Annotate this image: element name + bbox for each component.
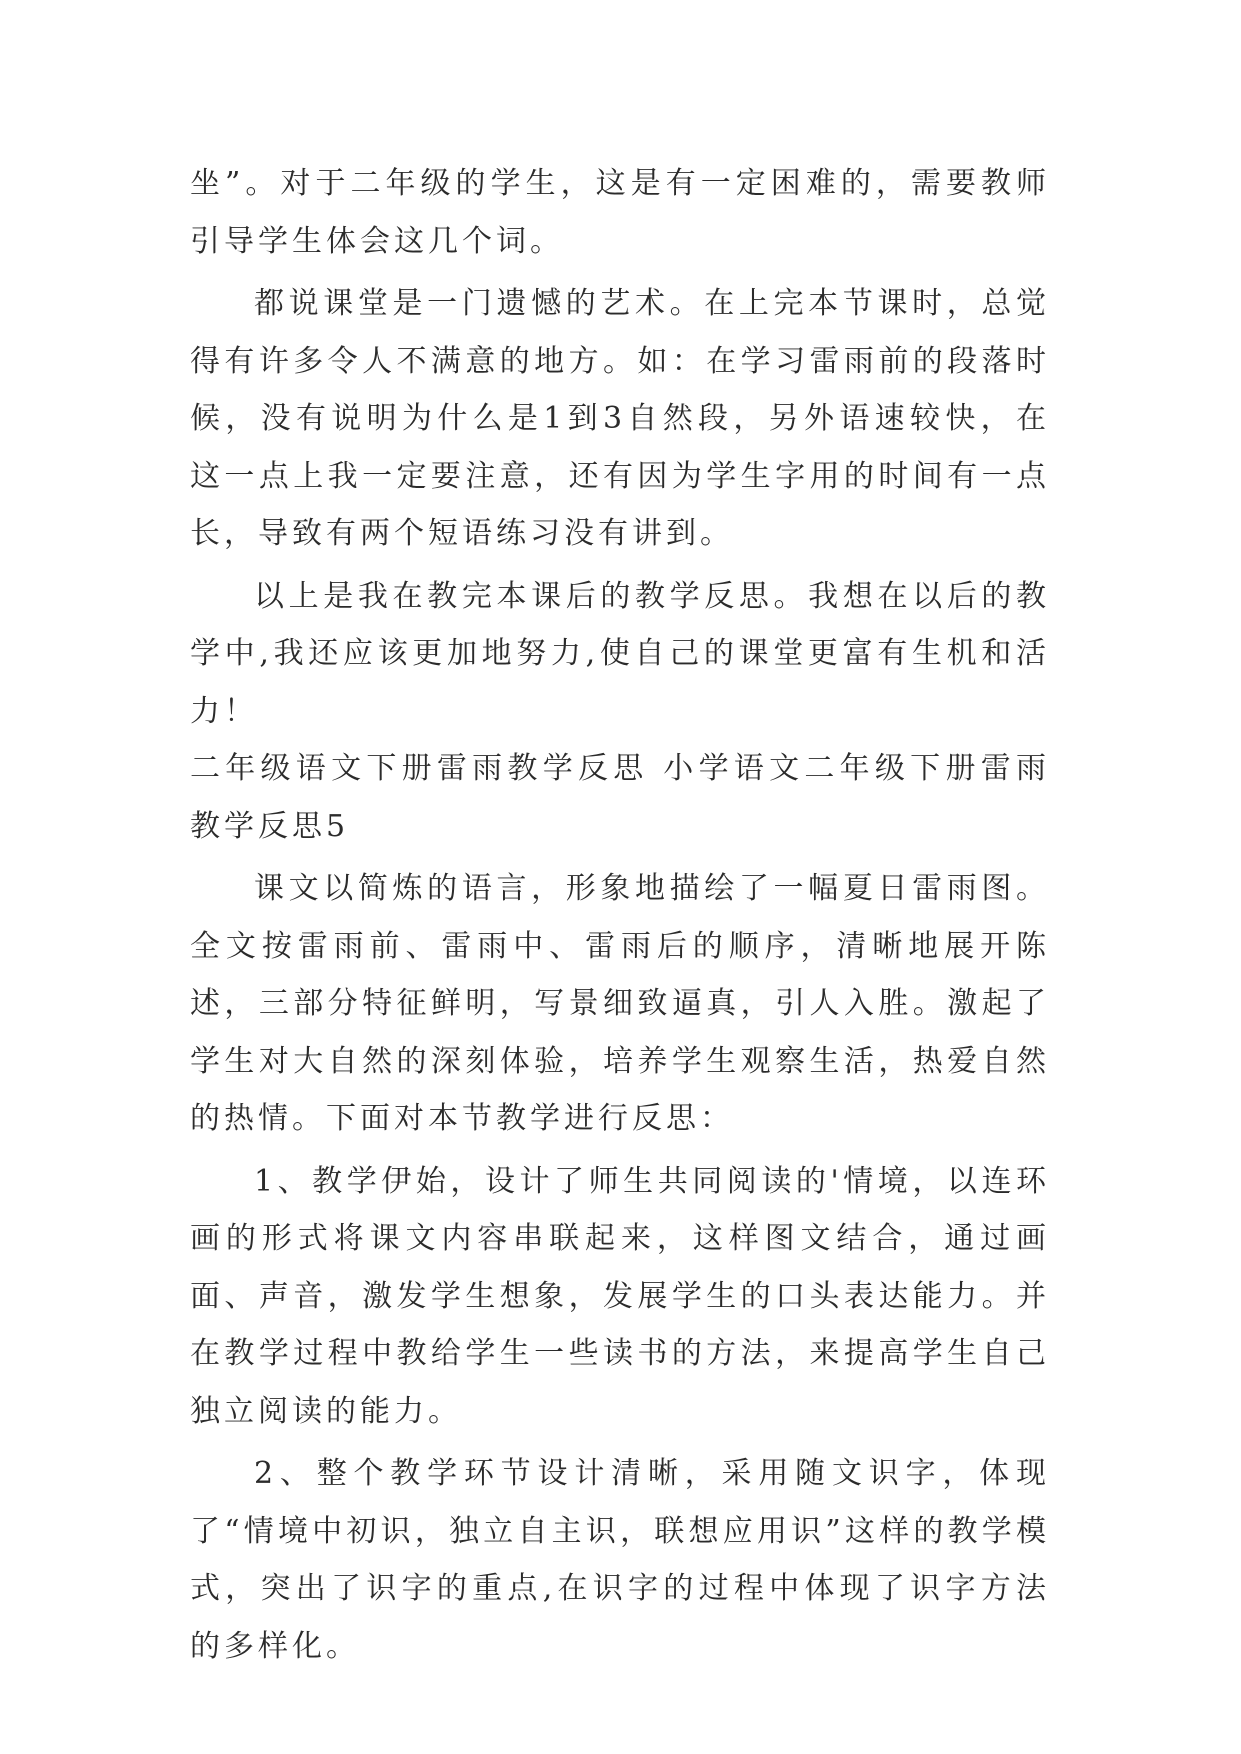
paragraph-classroom-regret: 都说课堂是一门遗憾的艺术。在上完本节课时，总觉得有许多令人不满意的地方。如：在学习雷雨前的段落时候，没有说明为什么是1到3自然段，另外语速较快，在这一点上我一定要注意，还有因为学生字用的时间有一点长，导致有两个短语练习没有讲到。 [190, 286, 1050, 551]
paragraph-point-2: 2、整个教学环节设计清晰，采用随文识字，体现了“情境中初识，独立自主识，联想应用识”这样的教学模式，突出了识字的重点,在识字的过程中体现了识字方法的多样化。 [190, 1456, 1050, 1664]
paragraph-continuation: 坐”。对于二年级的学生，这是有一定困难的，需要教师引导学生体会这几个词。 [190, 166, 1050, 259]
paragraph-point-1: 1、教学伊始，设计了师生共同阅读的'情境，以连环画的形式将课文内容串联起来，这样图文结合，通过画面、声音，激发学生想象，发展学生的口头表达能力。并在教学过程中教给学生一些读书的方法，来提高学生自己独立阅读的能力。 [190, 1163, 1050, 1429]
paragraph-text-intro: 课文以简炼的语言，形象地描绘了一幅夏日雷雨图。全文按雷雨前、雷雨中、雷雨后的顺序，清晰地展开陈述，三部分特征鲜明，写景细致逼真，引人入胜。激起了学生对大自然的深刻体验，培养学生观察生活，热爱自然的热情。下面对本节教学进行反思： [190, 871, 1050, 1136]
section-heading: 二年级语文下册雷雨教学反思 小学语文二年级下册雷雨教学反思5 [190, 751, 1050, 844]
document-body [190, 155, 1050, 1675]
paragraph-conclusion: 以上是我在教完本课后的教学反思。我想在以后的教学中,我还应该更加地努力,使自己的课堂更富有生机和活力！ [190, 578, 1050, 729]
